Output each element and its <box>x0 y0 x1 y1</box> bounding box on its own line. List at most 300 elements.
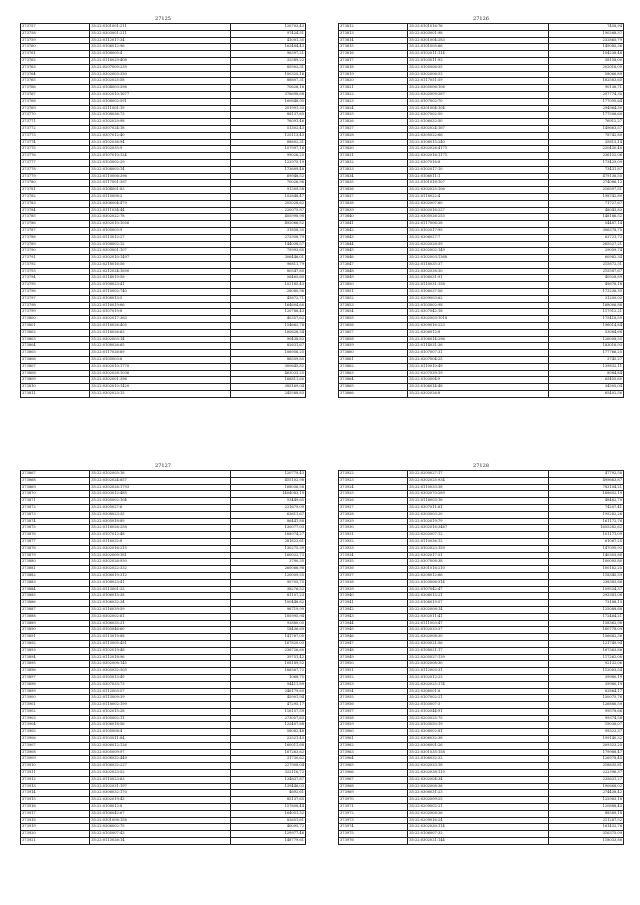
cadastral-number: 35:22:0301004:283 <box>408 37 549 44</box>
table-row <box>21 159 306 166</box>
cadastral-value: 65402,56 <box>549 391 624 398</box>
table-row <box>21 477 306 484</box>
table-row <box>21 248 306 255</box>
cadastral-value: 122975,19 <box>231 159 306 166</box>
cadastral-value: 196014,84 <box>549 323 624 330</box>
table-row <box>339 200 624 207</box>
cadastral-value: 120009,55 <box>231 572 306 579</box>
cadastral-value: 117262,08 <box>549 654 624 661</box>
row-number: 373814 <box>339 37 408 44</box>
table-row <box>339 316 624 323</box>
table-row <box>339 613 624 620</box>
cadastral-value: 236726,60 <box>231 647 306 654</box>
row-number: 373835 <box>339 180 408 187</box>
cadastral-number: 35:22:0302021:144 <box>408 838 549 845</box>
table-row <box>339 370 624 377</box>
row-number: 373854 <box>339 309 408 316</box>
row-number: 373855 <box>339 316 408 323</box>
table-row <box>339 838 624 845</box>
row-number: 373832 <box>339 159 408 166</box>
table-row <box>21 132 306 139</box>
cadastral-number: 35:22:0302009:287 <box>408 91 549 98</box>
cadastral-number: 35:22:0103007:3 <box>408 702 549 709</box>
cadastral-number: 35:22:0302028:1036 <box>90 370 231 377</box>
row-number: 373829 <box>339 139 408 146</box>
cadastral-number: 35:22:0302010:1677 <box>90 91 231 98</box>
table-row <box>21 498 306 505</box>
table-row <box>21 484 306 491</box>
table-row <box>339 797 624 804</box>
cadastral-value: 134837,87 <box>231 776 306 783</box>
cadastral-number: 35:22:0305018:89 <box>90 518 231 525</box>
cadastral-value: 76091,46 <box>231 119 306 126</box>
cadastral-value: 78742,80 <box>549 132 624 139</box>
table-row <box>21 545 306 552</box>
cadastral-number: 35:22:0305022:66 <box>408 132 549 139</box>
cadastral-number: 35:22:0102003:1368 <box>408 255 549 262</box>
table-row <box>339 702 624 709</box>
cadastral-number: 35:22:0106032:227 <box>90 763 231 770</box>
table-row <box>21 471 306 478</box>
table-row <box>21 627 306 634</box>
cadastral-value: 75993,65 <box>231 248 306 255</box>
cadastral-number: 35:22:0118002:199 <box>90 702 231 709</box>
table-row <box>339 295 624 302</box>
cadastral-value: 92880,05 <box>231 620 306 627</box>
cadastral-table <box>20 23 306 398</box>
cadastral-value: 90136,71 <box>549 85 624 92</box>
table-row <box>339 566 624 573</box>
cadastral-number: 35:22:0302010:1497 <box>90 255 231 262</box>
table-row <box>339 776 624 783</box>
row-number: 373769 <box>21 105 90 112</box>
cadastral-value: 45901,94 <box>231 695 306 702</box>
table-row <box>21 255 306 262</box>
table-row <box>339 722 624 729</box>
table-row <box>339 357 624 364</box>
cadastral-value: 31730,62 <box>231 756 306 763</box>
cadastral-value: 173609,48 <box>231 166 306 173</box>
cadastral-number: 35:22:0303001:98 <box>408 30 549 37</box>
table-row <box>21 221 306 228</box>
cadastral-value: 463033,25 <box>231 370 306 377</box>
table-row <box>21 579 306 586</box>
cadastral-value: 215872,31 <box>549 261 624 268</box>
cadastral-number: 35:22:0302002:61 <box>90 613 231 620</box>
row-number: 373778 <box>21 166 90 173</box>
table-row <box>339 661 624 668</box>
row-number: 373955 <box>339 695 408 702</box>
table-row <box>21 44 306 51</box>
cadastral-value: 168036,58 <box>231 484 306 491</box>
cadastral-value: 8084,84 <box>549 370 624 377</box>
row-number: 373843 <box>339 234 408 241</box>
cadastral-value: 81107,23 <box>231 593 306 600</box>
cadastral-value: 161172,76 <box>549 518 624 525</box>
cadastral-number: 35:22:0305002:104 <box>90 498 231 505</box>
table-row <box>21 525 306 532</box>
row-number: 373913 <box>21 783 90 790</box>
cadastral-value: 139832,11 <box>549 363 624 370</box>
cadastral-number: 35:22:0302070:289 <box>408 491 549 498</box>
cadastral-value: 222396,37 <box>549 770 624 777</box>
cadastral-number: 35:22:0107007:31 <box>408 350 549 357</box>
row-number: 373917 <box>21 810 90 817</box>
cadastral-value: 218835,81 <box>549 763 624 770</box>
cadastral-value: 177095,64 <box>549 98 624 105</box>
cadastral-value: 62864,17 <box>549 688 624 695</box>
row-number: 373820 <box>339 78 408 85</box>
cadastral-value: 199140,32 <box>549 736 624 743</box>
row-number: 373925 <box>339 491 408 498</box>
cadastral-number: 35:22:0103050:19 <box>408 722 549 729</box>
cadastral-value: 1068,75 <box>231 674 306 681</box>
table-row <box>339 91 624 98</box>
table-row <box>21 193 306 200</box>
cadastral-number: 35:22:0108012:8 <box>90 804 231 811</box>
table-row <box>21 559 306 566</box>
table-row <box>21 323 306 330</box>
table-row <box>339 810 624 817</box>
cadastral-value: 182583,65 <box>549 78 624 85</box>
cadastral-value: 73188,15 <box>549 600 624 607</box>
row-number: 373920 <box>21 831 90 838</box>
cadastral-value: 3790,35 <box>231 559 306 566</box>
row-number: 373937 <box>339 572 408 579</box>
table-row <box>21 804 306 811</box>
cadastral-value: 122983,18 <box>549 797 624 804</box>
row-number: 373793 <box>21 268 90 275</box>
cadastral-value: 58158,00 <box>549 57 624 64</box>
cadastral-number: 35:22:0106019:57 <box>408 600 549 607</box>
row-number: 373757 <box>21 24 90 31</box>
cadastral-table <box>338 470 624 845</box>
cadastral-value: 51302,43 <box>231 125 306 132</box>
row-number: 373969 <box>339 790 408 797</box>
row-number: 373780 <box>21 180 90 187</box>
cadastral-number: 35:22:0212024:1690 <box>90 268 231 275</box>
cadastral-number: 35:22:0102023:159 <box>408 545 549 552</box>
cadastral-number: 35:22:0102033:37 <box>408 627 549 634</box>
cadastral-number: 35:22:0110023:63 <box>90 776 231 783</box>
table-row <box>21 736 306 743</box>
row-number: 373972 <box>339 810 408 817</box>
cadastral-number: 35:22:0103013:49 <box>90 674 231 681</box>
cadastral-value: 96397,21 <box>231 51 306 58</box>
cadastral-value: 272958,79 <box>231 234 306 241</box>
row-number: 373856 <box>339 323 408 330</box>
cadastral-value: 47792,58 <box>549 471 624 478</box>
cadastral-number: 35:22:0302010:1770 <box>90 363 231 370</box>
cadastral-number: 35:22:0116029:408 <box>90 57 231 64</box>
table-row <box>21 295 306 302</box>
cadastral-number: 35:22:0105008:4 <box>90 729 231 736</box>
cadastral-value: 99578,66 <box>549 708 624 715</box>
row-number: 373783 <box>21 200 90 207</box>
table-row <box>21 85 306 92</box>
cadastral-number: 35:22:0302001:396 <box>90 377 231 384</box>
cadastral-value: 39980,19 <box>549 674 624 681</box>
cadastral-number: 35:22:0118022:4 <box>408 193 549 200</box>
table-row <box>21 817 306 824</box>
cadastral-value: 40357,62 <box>231 316 306 323</box>
cadastral-number: 35:22:0107002:21 <box>408 695 549 702</box>
cadastral-value: 144038,57 <box>231 241 306 248</box>
table-row <box>21 688 306 695</box>
row-number: 373852 <box>339 295 408 302</box>
cadastral-value: 260066,98 <box>231 566 306 573</box>
table-row <box>339 24 624 31</box>
row-number: 373834 <box>339 173 408 180</box>
row-number: 373959 <box>339 722 408 729</box>
cadastral-number: 35:22:0302010:1056 <box>90 221 231 228</box>
row-number: 373833 <box>339 166 408 173</box>
cadastral-number: 35:22:0302016:227 <box>408 207 549 214</box>
row-number: 373884 <box>21 586 90 593</box>
cadastral-value: 162484,43 <box>231 44 306 51</box>
row-number: 373821 <box>339 85 408 92</box>
table-row <box>339 119 624 126</box>
cadastral-number: 35:22:0106015:240 <box>408 139 549 146</box>
table-row <box>21 241 306 248</box>
table-row <box>339 749 624 756</box>
table-row <box>339 227 624 234</box>
row-number: 373822 <box>339 91 408 98</box>
cadastral-number: 35:22:0108023:41 <box>90 579 231 586</box>
table-row <box>21 187 306 194</box>
cadastral-value: 94411,89 <box>231 681 306 688</box>
table-row <box>21 518 306 525</box>
table-row <box>339 770 624 777</box>
table-row <box>21 71 306 78</box>
table-row <box>21 776 306 783</box>
cadastral-number: 35:22:0302016:1171 <box>408 153 549 160</box>
table-row <box>21 613 306 620</box>
table-row <box>21 511 306 518</box>
row-number: 373975 <box>339 831 408 838</box>
cadastral-number: 35:22:0302025:934 <box>408 477 549 484</box>
cadastral-value: 40095,72 <box>231 824 306 831</box>
cadastral-value: 101171,09 <box>549 532 624 539</box>
table-row <box>21 105 306 112</box>
cadastral-number: 35:22:0106007:32 <box>408 831 549 838</box>
cadastral-number: 35:22:0108036:73 <box>90 112 231 119</box>
row-number: 373886 <box>21 600 90 607</box>
row-number: 373973 <box>339 817 408 824</box>
table-row <box>339 695 624 702</box>
cadastral-number: 35:22:0102017:95 <box>408 227 549 234</box>
cadastral-number: 35:22:0102015:28 <box>90 708 231 715</box>
row-number: 373919 <box>21 824 90 831</box>
row-number: 373849 <box>339 275 408 282</box>
table-row <box>339 187 624 194</box>
table-row <box>21 112 306 119</box>
cadastral-number: 35:22:0103011:84 <box>90 736 231 743</box>
row-number: 373944 <box>339 620 408 627</box>
cadastral-value: 198742,80 <box>549 193 624 200</box>
cadastral-number: 35:22:0106014:48 <box>408 384 549 391</box>
cadastral-number: 35:22:0104003:396 <box>90 85 231 92</box>
table-row <box>339 261 624 268</box>
row-number: 373809 <box>21 377 90 384</box>
table-row <box>339 302 624 309</box>
table-row <box>339 477 624 484</box>
cadastral-value: 108189,52 <box>231 661 306 668</box>
cadastral-value: 157808,44 <box>231 804 306 811</box>
cadastral-value: 202016,09 <box>549 64 624 71</box>
row-number: 373945 <box>339 627 408 634</box>
table-row <box>21 640 306 647</box>
cadastral-value: 60982,34 <box>549 255 624 262</box>
cadastral-number: 35:22:0305006:106 <box>408 85 549 92</box>
cadastral-number: 35:22:0103004:9 <box>408 377 549 384</box>
cadastral-value: 92132,06 <box>549 661 624 668</box>
table-row <box>339 248 624 255</box>
table-row <box>21 538 306 545</box>
row-number: 373766 <box>21 85 90 92</box>
cadastral-value: 34505,04 <box>549 384 624 391</box>
cadastral-value: 179988,47 <box>549 749 624 756</box>
row-number: 373947 <box>339 640 408 647</box>
table-row <box>339 668 624 675</box>
table-row <box>21 363 306 370</box>
row-number: 373941 <box>339 600 408 607</box>
cadastral-number: 35:22:0110006:396 <box>90 173 231 180</box>
cadastral-number: 35:22:0102025:58 <box>90 78 231 85</box>
cadastral-number: 35:22:0302022:78 <box>90 214 231 221</box>
cadastral-number: 35:22:0308023:35 <box>90 511 231 518</box>
table-row <box>21 180 306 187</box>
table-row <box>339 180 624 187</box>
row-number: 373785 <box>21 214 90 221</box>
cadastral-table <box>20 470 306 845</box>
cadastral-number: 35:22:0203025:75 <box>408 715 549 722</box>
cadastral-number: 35:22:0306031:23 <box>408 790 549 797</box>
row-number: 373813 <box>339 30 408 37</box>
cadastral-value: 209323,25 <box>549 742 624 749</box>
row-number: 373818 <box>339 64 408 71</box>
cadastral-value: 220075,87 <box>231 207 306 214</box>
table-row <box>21 24 306 31</box>
cadastral-value: 297774,35 <box>549 91 624 98</box>
cadastral-number: 35:22:0110033:38 <box>408 484 549 491</box>
row-number: 373866 <box>339 391 408 398</box>
row-number: 373826 <box>339 119 408 126</box>
cadastral-number: 35:22:0306032:38 <box>408 736 549 743</box>
row-number: 373963 <box>339 749 408 756</box>
cadastral-number: 35:22:0302010:1420 <box>90 384 231 391</box>
table-row <box>21 336 306 343</box>
table-row <box>339 51 624 58</box>
row-number: 373789 <box>21 241 90 248</box>
row-number: 373962 <box>339 742 408 749</box>
row-number: 373876 <box>21 532 90 539</box>
cadastral-value: 106956,25 <box>231 350 306 357</box>
table-row <box>21 600 306 607</box>
table-row <box>339 532 624 539</box>
cadastral-number: 35:22:0302007:60 <box>408 200 549 207</box>
page-number: 27127 <box>155 463 171 469</box>
table-row <box>21 668 306 675</box>
cadastral-value: 166567,72 <box>231 668 306 675</box>
table-row <box>339 153 624 160</box>
cadastral-number: 35:22:0108002:591 <box>90 98 231 105</box>
cadastral-number: 35:22:0209016:24 <box>408 817 549 824</box>
cadastral-table <box>338 23 624 398</box>
cadastral-number: 35:22:0303021:56 <box>408 640 549 647</box>
row-number: 373874 <box>21 518 90 525</box>
row-number: 373816 <box>339 51 408 58</box>
row-number: 373762 <box>21 57 90 64</box>
page-27126 <box>338 16 624 398</box>
cadastral-value: 29059,74 <box>549 248 624 255</box>
cadastral-number: 35:22:0105007:43 <box>90 831 231 838</box>
row-number: 373772 <box>21 125 90 132</box>
cadastral-number: 35:22:0302025:106 <box>408 187 549 194</box>
table-row <box>21 824 306 831</box>
row-number: 373788 <box>21 234 90 241</box>
row-number: 373802 <box>21 329 90 336</box>
row-number: 373811 <box>21 391 90 398</box>
table-row <box>21 722 306 729</box>
cadastral-value: 173236,35 <box>549 289 624 296</box>
cadastral-number: 35:22:0209003:62 <box>408 295 549 302</box>
cadastral-number: 35:22:0107042:47 <box>408 586 549 593</box>
table-row <box>339 275 624 282</box>
table-row <box>339 125 624 132</box>
cadastral-value: 173429,09 <box>549 159 624 166</box>
cadastral-value: 48462,70 <box>549 498 624 505</box>
cadastral-value: 211287,52 <box>549 817 624 824</box>
table-row <box>339 384 624 391</box>
cadastral-value: 221679,09 <box>231 504 306 511</box>
cadastral-value: 41001,35 <box>231 37 306 44</box>
row-number: 373899 <box>21 688 90 695</box>
cadastral-number: 35:22:0102005:16 <box>90 471 231 478</box>
table-row <box>339 640 624 647</box>
cadastral-number: 35:22:0108003:14 <box>90 166 231 173</box>
row-number: 373842 <box>339 227 408 234</box>
cadastral-value: 91309,58 <box>231 187 306 194</box>
table-row <box>339 30 624 37</box>
cadastral-value: 100162,25 <box>549 566 624 573</box>
row-number: 373888 <box>21 613 90 620</box>
row-number: 373960 <box>339 729 408 736</box>
cadastral-value: 227908,04 <box>231 763 306 770</box>
cadastral-number: 35:22:0112003:57 <box>90 688 231 695</box>
cadastral-number: 35:22:0116026:63 <box>90 329 231 336</box>
row-number: 373926 <box>339 498 408 505</box>
row-number: 373883 <box>21 579 90 586</box>
table-row <box>339 132 624 139</box>
cadastral-number: 35:22:0202033:18 <box>408 763 549 770</box>
table-row <box>339 831 624 838</box>
cadastral-value: 39751,42 <box>231 654 306 661</box>
row-number: 373773 <box>21 132 90 139</box>
table-row <box>339 214 624 221</box>
cadastral-value: 216597,51 <box>549 187 624 194</box>
cadastral-number: 35:22:0305009:97 <box>90 749 231 756</box>
cadastral-number: 35:22:0302038:119 <box>408 770 549 777</box>
cadastral-number: 35:22:0104001:83 <box>90 187 231 194</box>
cadastral-number: 35:22:0106011:1 <box>408 173 549 180</box>
cadastral-value: 300645,82 <box>231 363 306 370</box>
page-27125 <box>20 16 306 398</box>
table-row <box>339 572 624 579</box>
cadastral-number: 35:22:0102036:94 <box>90 139 231 146</box>
table-row <box>21 261 306 268</box>
cadastral-value: 102848,47 <box>231 193 306 200</box>
